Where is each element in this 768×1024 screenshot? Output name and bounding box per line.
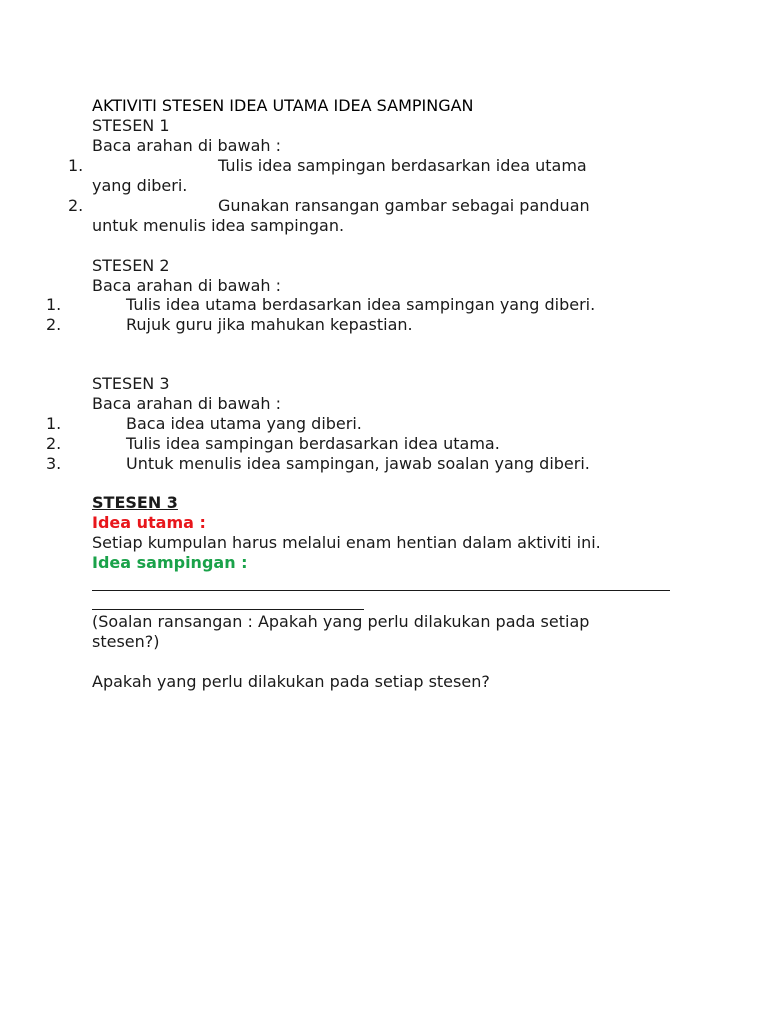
- stesen1-item1-number: 1.: [68, 156, 84, 175]
- stesen3-item3-text: Untuk menulis idea sampingan, jawab soalan yang diberi.: [126, 454, 590, 473]
- stesen3-item2-text: Tulis idea sampingan berdasarkan idea utama.: [126, 434, 500, 453]
- stesen3-instruction: Baca arahan di bawah :: [92, 394, 281, 413]
- stesen3-item1-number: 1.: [46, 414, 62, 433]
- stesen1-item1-continuation: yang diberi.: [92, 176, 188, 195]
- soalan-ransangan-line2: stesen?): [92, 632, 160, 651]
- answer-line-1: [92, 590, 670, 591]
- stesen2-item2-number: 2.: [46, 315, 62, 334]
- idea-sampingan-label: Idea sampingan :: [92, 553, 248, 572]
- stesen1-instruction: Baca arahan di bawah :: [92, 136, 281, 155]
- stesen2-item2-text: Rujuk guru jika mahukan kepastian.: [126, 315, 413, 334]
- stesen2-item1-number: 1.: [46, 295, 62, 314]
- idea-utama-label: Idea utama :: [92, 513, 206, 532]
- stesen3-item2-number: 2.: [46, 434, 62, 453]
- stesen2-heading: STESEN 2: [92, 256, 170, 275]
- document-title: AKTIVITI STESEN IDEA UTAMA IDEA SAMPINGAN: [92, 96, 474, 115]
- stesen1-item2-number: 2.: [68, 196, 84, 215]
- answer-line-2: [92, 609, 364, 610]
- stesen1-item2-text: Gunakan ransangan gambar sebagai panduan: [218, 196, 590, 215]
- guiding-question: Apakah yang perlu dilakukan pada setiap stesen?: [92, 672, 490, 691]
- stesen3-item3-number: 3.: [46, 454, 62, 473]
- stesen2-item1-text: Tulis idea utama berdasarkan idea sampingan yang diberi.: [126, 295, 596, 314]
- idea-utama-text: Setiap kumpulan harus melalui enam hentian dalam aktiviti ini.: [92, 533, 601, 552]
- stesen1-item2-continuation: untuk menulis idea sampingan.: [92, 216, 345, 235]
- worksheet-heading: STESEN 3: [92, 493, 178, 512]
- stesen3-heading: STESEN 3: [92, 374, 170, 393]
- soalan-ransangan-line1: (Soalan ransangan : Apakah yang perlu dilakukan pada setiap: [92, 612, 590, 631]
- stesen2-instruction: Baca arahan di bawah :: [92, 276, 281, 295]
- stesen3-item1-text: Baca idea utama yang diberi.: [126, 414, 362, 433]
- stesen1-item1-text: Tulis idea sampingan berdasarkan idea utama: [218, 156, 587, 175]
- stesen1-heading: STESEN 1: [92, 116, 170, 135]
